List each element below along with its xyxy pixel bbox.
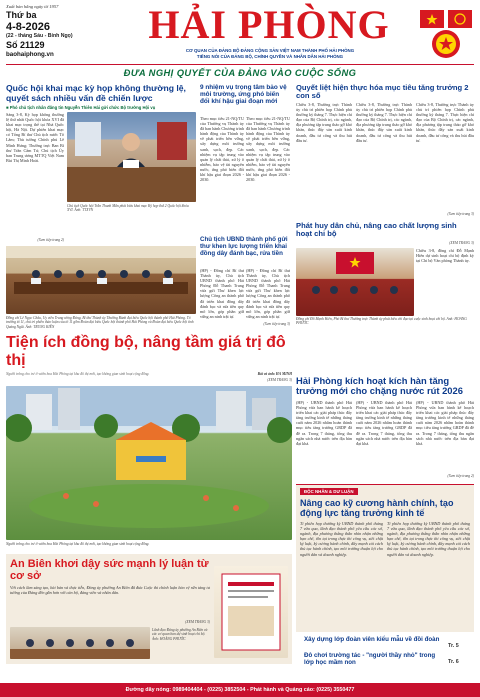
article7-body-c: (HP) - UBND thành phố Hải Phòng vừa ban hành kế hoạch triển khai các giải pháp thúc đẩy tăng trưởng kinh tế những tháng cuối năm 2026 nhằm hoàn thành mục tiêu tăng trưởng GRDP đã đề ra. Trong 7 tháng, tổng thu ngân sách nhà nước trên địa bàn đạt khá. [416, 400, 474, 446]
article7-title[interactable]: Hải Phòng kích hoạt kích hàn tăng trưởng mới cho chặng nước rút 2026 [296, 375, 463, 397]
feature-photo[interactable] [6, 386, 292, 540]
article8-photo[interactable] [10, 627, 150, 659]
article9-body-b: Tỉ phiên họp thường kỳ UBND thành phố tháng 7 vừa qua, lãnh đạo thành phố yêu cầu các sở, ngành, địa phương thẳng thắn nhìn nhận những hạn chế, tồn tại trong thực thi công vụ, siết chặt kỷ luật, kỷ cương hành chính, đẩy mạnh cải cách thủ tục hành chính, tạo môi trường thuận lợi cho người dân và doanh nghiệp. [387, 521, 470, 557]
article2-body-a: Theo mục tiêu 21-NQ/TU của Thường vụ Thành ủy đã ban hành Chương trình hành động của Thành ủy về phát triển bền vững, xây dựng môi trường xanh, sạch, đẹp. Các nhiệm vụ tập trung vào quản lý chất thải, xử lý ô nhiễm, bảo vệ tài nguyên nước, ứng phó biến đổi khí hậu giai đoạn 2026 - 2030. [200, 116, 244, 183]
issue-number: Số 21129 [6, 39, 45, 50]
article8-caption: Lãnh đạo Đảng ủy phường An Biên và các cơ quan ban dự sinh hoạt chi bộ. Ảnh: HOÀNG PHƯỚC [152, 628, 208, 641]
meeting-photo[interactable] [6, 246, 196, 314]
feature-title[interactable]: Tiện ích đồng bộ, nâng tầm giá trị đô thị [6, 334, 286, 369]
article8-title[interactable]: An Biên khơi dậy sức mạnh lý luận từ cơ sở [10, 558, 209, 582]
article1-title[interactable]: Quốc hội khai mạc kỳ họp không thường lệ, quyết sách nhiều vấn đề chiến lược [6, 83, 186, 103]
article4-body-b: (HP) - Đồng chí Bí thư Thành ủy, Chủ tịch UBND thành phố Hải Phòng Đỗ Thanh Trung vừa gửi Thư khen lực lượng Công an thành phố đã triển khai đồng dây đánh bạc và rửa tiền quy mô lớn, góp phần giữ vững an ninh trật tự. [246, 268, 290, 319]
park-illustration [6, 386, 292, 540]
feature-photo-caption: Người trông cho trẻ ở vườn hoa Hải Phòng tại khu đô thị mới, tạo không gian sinh hoạt cộng đồng. [6, 542, 150, 546]
article3-body-b: Chiều 3-8, Thường trực Thành ủy chủ trì phiên họp Chính phủ thường kỳ tháng 7. Thực hiện chỉ đạo của Bộ Chính trị, các ngành, địa phương tập trung tháo gỡ khó khăn, thúc đẩy sản xuất kinh doanh, đầu tư công và thu hút đầu tư. [356, 102, 412, 143]
article7-body-a: (HP) - UBND thành phố Hải Phòng vừa ban hành kế hoạch triển khai các giải pháp thúc đẩy tăng trưởng kinh tế những tháng cuối năm 2026 nhằm hoàn thành mục tiêu tăng trưởng GRDP đã đề ra. Trong 7 tháng, tổng thu ngân sách nhà nước trên địa bàn đạt khá. [296, 400, 352, 446]
meeting-caption: Đồng chí Lê Ngọc Châu, Ủy viên Trung ương Đảng, Bí thư Thành ủy Thường Bành đại biểu Quốc hội thành phố Hải Phòng. Tổ trưởng tổ 11, chủ trì phiên thảo luận của tổ 11 gồm Đoàn đại biểu Quốc hội thành phố Hải Phòng và Đoàn đại biểu Quốc hội tỉnh Quảng Ngãi. Ảnh: TRUNG KIÊN [6, 316, 194, 329]
issue-date: 4-8-2026 [6, 20, 51, 33]
article8-body: Với cách làm sáng tạo, bài bản và thực tiễn, Đảng ủy phường An Biên đã đưa Cuộc thi chính luận bảo vệ nền tảng tư tưởng của Đảng đến gần hơn với cán bộ, đảng viên và nhân dân. [10, 585, 210, 596]
lunar-date: (22 - tháng Sáu - Bính Ngọ) [6, 32, 73, 39]
article1-more[interactable]: (Xem tiếp trang 2) [37, 238, 64, 242]
article5-more[interactable]: (XEM TRANG 3) [449, 241, 474, 245]
book-cover[interactable] [214, 566, 288, 658]
meeting-illustration [6, 246, 196, 314]
article8-more[interactable]: (XEM TRANG 3) [185, 620, 210, 624]
section-banner: ĐƯA NGHỊ QUYẾT CỦA ĐẢNG VÀO CUỘC SỐNG [6, 66, 474, 80]
footer-hotline: Đường dây nóng: 0989404404 - (0225) 3852504 - Phát hành và Quảng cáo: (0225) 3550477 [125, 687, 355, 693]
article7-body-b: (HP) - UBND thành phố Hải Phòng vừa ban hành kế hoạch triển khai các giải pháp thúc đẩy tăng trưởng kinh tế những tháng cuối năm 2026 nhằm hoàn thành mục tiêu tăng trưởng GRDP đã đề ra. Trong 7 tháng, tổng thu ngân sách nhà nước trên địa bàn đạt khá. [356, 400, 412, 446]
opinion-box [296, 484, 474, 632]
article9-body-a: Tỉ phiên họp thường kỳ UBND thành phố tháng 7 vừa qua, lãnh đạo thành phố yêu cầu các sở, ngành, địa phương thẳng thắn nhìn nhận những hạn chế, tồn tại trong thực thi công vụ, siết chặt kỷ luật, kỷ cương hành chính, đẩy mạnh cải cách thủ tục hành chính, tạo môi trường thuận lợi cho người dân và doanh nghiệp. [300, 521, 383, 557]
article9-title[interactable]: Nâng cao kỹ cương hành chính, tạo động lực tăng trưởng kinh tế [300, 498, 454, 518]
feature-caption-top: Người trông cho trẻ ở vườn hoa Hải Phòng tại khu đô thị mới, tạo không gian sinh hoạt cộng đồng. [6, 372, 150, 376]
article1-caption: Chủ tịch Quốc hội Trần Thanh Mẫn phát biểu khai mạc Kỳ họp thứ 2 Quốc hội khóa XVI. Ảnh: TTXVN [67, 204, 189, 213]
book-illustration [214, 566, 288, 658]
article4-more[interactable]: (Xem tiếp trang 3) [263, 322, 290, 326]
party-emblem-icon [418, 6, 474, 64]
index-box [296, 636, 474, 664]
article3-more[interactable]: (Xem tiếp trang 3) [447, 212, 474, 216]
index-item2[interactable]: Đô chơi trường tác - "người thầy nhỏ" trong lớp học mầm non [304, 652, 436, 666]
opinion-label: ĐỘC NHÂN & DƯ LUẬN [300, 488, 358, 495]
speaker-illustration [67, 112, 196, 202]
article1-lead: ■ Phó chủ tịch nhân đăng tin Nguyễn Thiên Hải gửi chức Bộ trưởng Hội vụ [6, 105, 156, 110]
masthead-info [6, 5, 104, 59]
article5-caption: Đồng chí Đỗ Mạnh Hiến, Phó Bí thư Thường trực Thành ủy phát biểu chỉ đạo tại cuộc sinh hoạt chi bộ. Ảnh: HOÀNG PHƯỚC [296, 317, 467, 326]
article1-body: Sáng 3-8, Kỳ họp không thường lệ thứ nhất Quốc hội khóa XVI đã khai mạc trọng thể tại Nhà Quốc hội, Hà Nội. Dự phiên khai mạc có Tổng Bí thư Chủ tịch nước Tô Lâm; Thủ tướng Chính phủ Lê Minh Hưng; Thường trực Ban Bí thư Trần Cẩm Tú; Chủ tịch Ủy ban Trung ương MTTQ Việt Nam Bùi Thị Minh Hoài. [6, 112, 64, 163]
group-illustration [10, 627, 150, 659]
article3-title[interactable]: Quyết liệt hiện thực hóa mục tiêu tăng trưởng 2 con số [296, 83, 469, 101]
article5-photo[interactable] [296, 248, 414, 316]
article3-body-a: Chiều 3-8, Thường trực Thành ủy chủ trì phiên họp Chính phủ thường kỳ tháng 7. Thực hiện chỉ đạo của Bộ Chính trị, các ngành, địa phương tập trung tháo gỡ khó khăn, thúc đẩy sản xuất kinh doanh, đầu tư công và thu hút đầu tư. [296, 102, 352, 143]
article7-more[interactable]: (Xem tiếp trang 2) [447, 474, 474, 478]
masthead-sub2: TIẾNG NÓI CỦA ĐẢNG BỘ, CHÍNH QUYỀN VÀ NHÂN DÂN HẢI PHÒNG [196, 54, 344, 59]
article4-body-a: (HP) - Đồng chí Bí thư Thành ủy, Chủ tịch UBND thành phố Hải Phòng Đỗ Thanh Trung vừa gửi Thư khen lực lượng Công an thành phố đã triển khai đồng dây đánh bạc và rửa tiền quy mô lớn, góp phần giữ vững an ninh trật tự. [200, 268, 244, 319]
index-page2: Tr. 6 [448, 659, 459, 665]
index-page1: Tr. 5 [448, 643, 459, 649]
article5-title[interactable]: Phát huy dân chủ, nâng cao chất lượng sinh hoạt chi bộ [296, 221, 457, 239]
party-meeting-illustration [296, 248, 414, 316]
index-item1[interactable]: Xây dựng lớp đoàn viên kiểu mẫu về đồi đoàn [304, 636, 440, 643]
since-text: Xuất bản hằng ngày từ 1957 [6, 4, 59, 9]
article2-body-b: Theo mục tiêu 21-NQ/TU của Thường vụ Thành ủy đã ban hành Chương trình hành động của Thành ủy về phát triển bền vững, xây dựng môi trường xanh, sạch, đẹp. Các nhiệm vụ tập trung vào quản lý chất thải, xử lý ô nhiễm, bảo vệ tài nguyên nước, ứng phó biến đổi khí hậu giai đoạn 2026 - 2030. [246, 116, 290, 183]
article4-title[interactable]: Chủ tịch UBND thành phố gửi thư khen lực lượng triển khai đồng dây đánh bạc, rửa tiền [200, 236, 288, 257]
masthead-sub1: CƠ QUAN CỦA ĐẢNG BỘ ĐẢNG CỘNG SẢN VIỆT NAM THÀNH PHỐ HẢI PHÒNG [185, 48, 355, 53]
weekday: Thứ ba [6, 9, 37, 20]
feature-more[interactable]: (XEM TRANG 3) [267, 378, 292, 382]
article1-photo[interactable] [67, 112, 196, 202]
article2-title[interactable]: 9 nhiệm vụ trọng tâm bảo vệ môi trường, ứng phó biến đổi khí hậu giai đoạn mới [200, 84, 287, 106]
article5-body: Chiều 3-8, đồng chí Đỗ Mạnh Hiến dự sinh hoạt chi bộ định kỳ tại Chi bộ Văn phòng Thành ủy. [416, 248, 474, 264]
feature-byline: Bài và ảnh: HÀ MINH [257, 372, 292, 376]
newspaper-logo: HẢI PHÒNG [148, 2, 390, 47]
site-url: baohaiphong.vn [6, 50, 54, 58]
article3-body-c: Chiều 3-8, Thường trực Thành ủy chủ trì phiên họp Chính phủ thường kỳ tháng 7. Thực hiện chỉ đạo của Bộ Chính trị, các ngành, địa phương tập trung tháo gỡ khó khăn, thúc đẩy sản xuất kinh doanh, đầu tư công và thu hút đầu tư. [416, 102, 474, 143]
